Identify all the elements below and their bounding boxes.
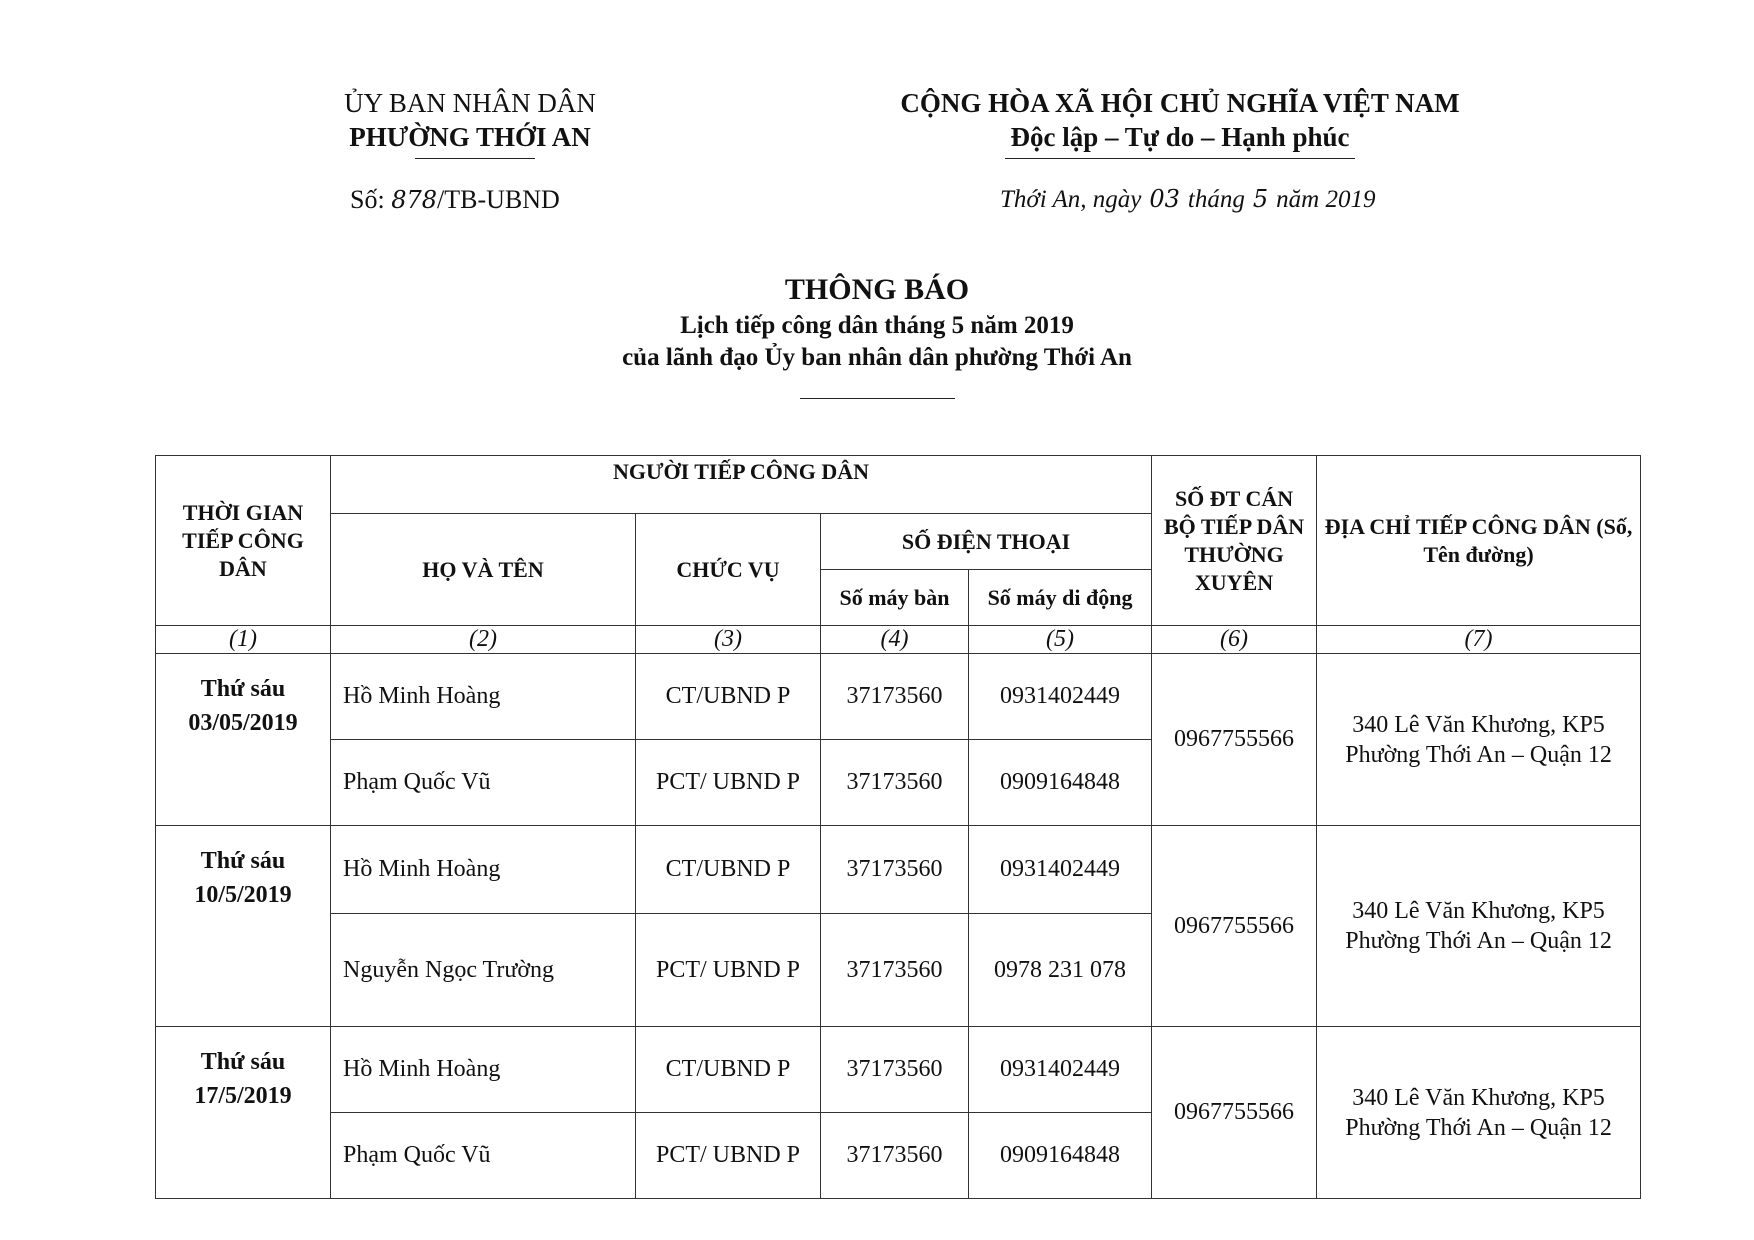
date-year: năm 2019 [1276,186,1376,213]
date-month-label: tháng [1187,186,1245,213]
col-number: (6) [1152,626,1317,654]
col-number: (7) [1317,626,1641,654]
nation-motto: Độc lập – Tự do – Hạnh phúc [1010,122,1350,152]
date-day: 03 [1149,185,1180,213]
person-position: CT/UBND P [636,1027,821,1113]
col-number: (2) [331,626,636,654]
doc-number-prefix: Số: [350,185,385,214]
reception-address [1317,1027,1641,1199]
person-mobile: 0931402449 [969,826,1152,914]
org-line-2: PHƯỜNG THỚI AN [349,122,591,152]
header-mobile: Số máy di động [969,570,1152,626]
reception-date-cell [156,826,331,1027]
person-mobile: 0978 231 078 [969,914,1152,1027]
person-position: PCT/ UBND P [636,1113,821,1199]
person-mobile: 0909164848 [969,1113,1152,1199]
address-line-1: 340 Lê Văn Khương, KP5 [1352,711,1605,738]
header-address: ĐỊA CHỈ TIẾP CÔNG DÂN (Số, Tên đường) [1317,456,1641,626]
doc-number-suffix: /TB-UBND [437,185,560,214]
reception-date: 03/05/2019 [188,710,298,736]
header-phone-group: SỐ ĐIỆN THOẠI [821,514,1152,570]
column-number-row [156,626,1641,654]
header-position: CHỨC VỤ [636,514,821,626]
person-landline: 37173560 [821,826,969,914]
notice-title [450,270,1304,374]
col-number: (5) [969,626,1152,654]
person-landline: 37173560 [821,1113,969,1199]
address-line-1: 340 Lê Văn Khương, KP5 [1352,898,1605,924]
title-subtitle-1: Lịch tiếp công dân tháng 5 năm 2019 [680,312,1074,339]
reception-day: Thứ sáu [200,848,286,874]
reception-address [1317,654,1641,826]
address-line-1: 340 Lê Văn Khương, KP5 [1352,1084,1605,1111]
person-mobile: 0909164848 [969,740,1152,826]
person-position: CT/UBND P [636,654,821,740]
table-row [156,654,1641,740]
person-landline: 37173560 [821,740,969,826]
person-position: PCT/ UBND P [636,914,821,1027]
reception-day: Thứ sáu [200,676,286,702]
person-landline: 37173560 [821,1027,969,1113]
staff-phone: 0967755566 [1152,1027,1317,1199]
date-month: 5 [1252,185,1269,213]
person-name: Nguyễn Ngọc Trường [331,914,636,1027]
reception-date: 17/5/2019 [194,1083,292,1109]
motto-underline [1005,158,1355,159]
col-number: (4) [821,626,969,654]
person-landline: 37173560 [821,654,969,740]
person-name: Hồ Minh Hoàng [331,1027,636,1113]
table-row [156,1027,1641,1113]
reception-day: Thứ sáu [200,1049,286,1075]
person-name: Phạm Quốc Vũ [331,1113,636,1199]
staff-phone: 0967755566 [1152,826,1317,1027]
reception-date: 10/5/2019 [194,882,292,908]
header-landline: Số máy bàn [821,570,969,626]
person-mobile: 0931402449 [969,654,1152,740]
person-name: Hồ Minh Hoàng [331,826,636,914]
person-landline: 37173560 [821,914,969,1027]
header-receiver-group: NGƯỜI TIẾP CÔNG DÂN [331,456,1152,514]
col-number: (3) [636,626,821,654]
reception-date-cell [156,1027,331,1199]
reception-date-cell [156,654,331,826]
col-number: (1) [156,626,331,654]
date-line [1000,185,1375,214]
date-place: Thới An, ngày [1000,186,1142,213]
table-row [156,826,1641,914]
citizen-reception-schedule-table [155,455,1641,1199]
header-staff-phone: SỐ ĐT CÁN BỘ TIẾP DÂN THƯỜNG XUYÊN [1152,456,1317,626]
person-name: Hồ Minh Hoàng [331,654,636,740]
header-name: HỌ VÀ TÊN [331,514,636,626]
address-line-2: Phường Thới An – Quận 12 [1345,928,1612,954]
national-heading [880,86,1480,154]
staff-phone: 0967755566 [1152,654,1317,826]
title-underline [800,398,955,399]
org-underline [415,158,535,159]
document-number [350,185,560,215]
person-mobile: 0931402449 [969,1027,1152,1113]
address-line-2: Phường Thới An – Quận 12 [1345,741,1612,768]
org-line-1: ỦY BAN NHÂN DÂN [344,88,596,118]
title-main: THÔNG BÁO [784,273,970,306]
nation-name: CỘNG HÒA XÃ HỘI CHỦ NGHĨA VIỆT NAM [900,88,1460,118]
reception-address [1317,826,1641,1027]
doc-number-handwritten: 878 [391,186,437,214]
address-line-2: Phường Thới An – Quận 12 [1345,1114,1612,1141]
title-subtitle-2: của lãnh đạo Ủy ban nhân dân phường Thới An [622,344,1132,371]
person-position: PCT/ UBND P [636,740,821,826]
person-name: Phạm Quốc Vũ [331,740,636,826]
person-position: CT/UBND P [636,826,821,914]
issuing-organization [300,86,640,154]
header-time: THỜI GIAN TIẾP CÔNG DÂN [156,456,331,626]
